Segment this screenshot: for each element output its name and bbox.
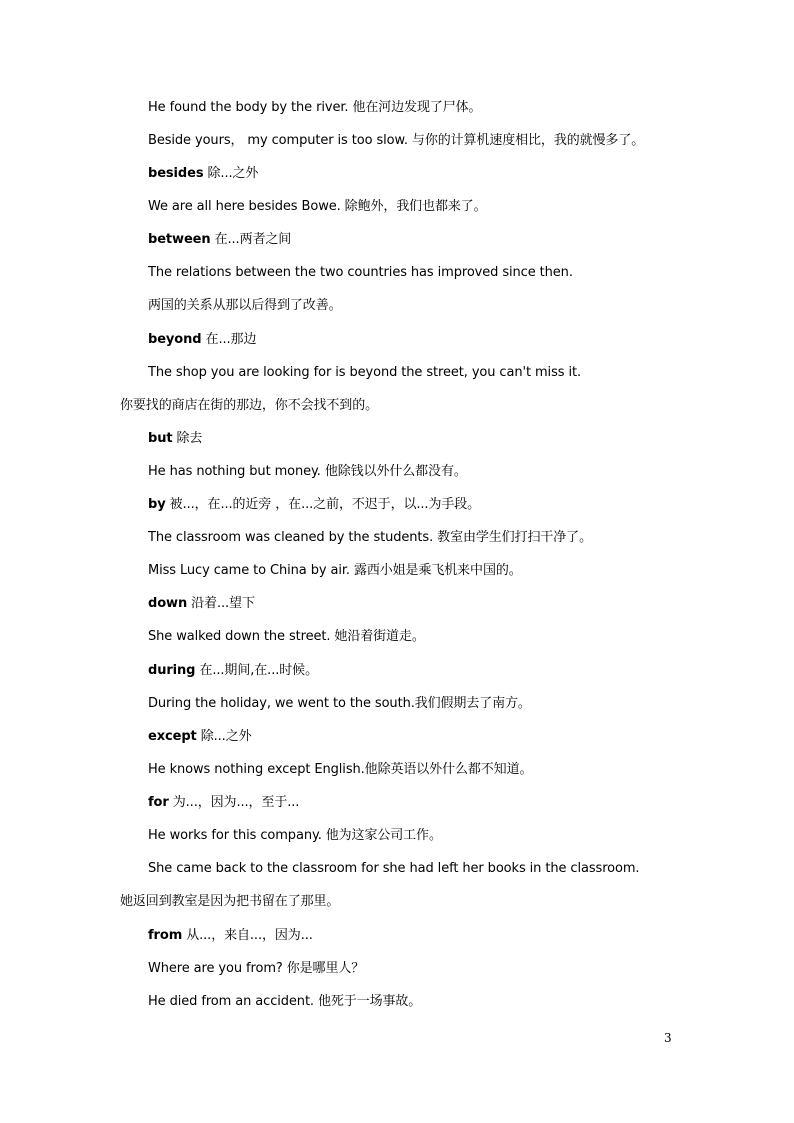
- example-translation: 两国的关系从那以后得到了改善。: [148, 298, 342, 313]
- example-sentence: He knows nothing except English.他除英语以外什么都不知道。: [148, 762, 533, 777]
- entry-line: [148, 232, 291, 248]
- entry-meaning: 被...，在...的近旁 ，在...之前，不迟于，以...为手段。: [169, 497, 481, 512]
- entry-line: [148, 332, 256, 348]
- entry-word: but: [148, 431, 173, 446]
- example-sentence: He has nothing but money. 他除钱以外什么都没有。: [148, 464, 467, 479]
- entry-word: beyond: [148, 332, 202, 347]
- entry-word: from: [148, 928, 183, 943]
- entry-word: except: [148, 729, 197, 744]
- entry-line: [148, 431, 202, 447]
- entry-meaning: 除去: [176, 431, 203, 446]
- example-sentence: She walked down the street. 她沿着街道走。: [148, 629, 425, 644]
- entry-meaning: 为...，因为...，至于...: [172, 795, 300, 810]
- example-sentence: During the holiday, we went to the south.我们假期去了南方。: [148, 696, 531, 711]
- entry-word: down: [148, 596, 188, 611]
- example-sentence: He died from an accident. 他死于一场事故。: [148, 994, 422, 1009]
- entry-word: during: [148, 663, 196, 678]
- entry-word: between: [148, 232, 211, 247]
- example-sentence: He found the body by the river. 他在河边发现了尸体。: [148, 100, 482, 115]
- entry-meaning: 从...，来自...，因为...: [186, 928, 313, 943]
- entry-line: [148, 596, 255, 612]
- entry-meaning: 沿着...望下: [191, 596, 255, 611]
- example-sentence: She came back to the classroom for she had left her books in the classroom.: [148, 861, 640, 876]
- entry-meaning: 在...两者之间: [214, 232, 292, 247]
- example-sentence: Miss Lucy came to China by air. 露西小姐是乘飞机来中国的。: [148, 563, 522, 578]
- entry-line: [148, 663, 318, 679]
- example-sentence: He works for this company. 他为这家公司工作。: [148, 828, 442, 843]
- entry-meaning: 在...那边: [205, 332, 257, 347]
- entry-meaning: 除...之外: [200, 729, 252, 744]
- example-sentence: The relations between the two countries has improved since then.: [148, 265, 573, 280]
- example-sentence: The shop you are looking for is beyond the street, you can't miss it.: [148, 365, 581, 380]
- entry-line: [148, 729, 252, 745]
- entry-word: by: [148, 497, 166, 512]
- page-number: 3: [664, 1031, 672, 1045]
- entry-word: for: [148, 795, 169, 810]
- entry-line: [148, 166, 258, 182]
- entry-meaning: 在...期间,在...时候。: [199, 663, 318, 678]
- example-translation: 她返回到教室是因为把书留在了那里。: [120, 894, 340, 909]
- example-sentence: We are all here besides Bowe. 除鲍外，我们也都来了。: [148, 199, 487, 214]
- example-sentence: Beside yours， my computer is too slow. 与你的计算机速度相比，我的就慢多了。: [148, 133, 645, 148]
- entry-line: [148, 928, 313, 944]
- example-sentence: The classroom was cleaned by the students. 教室由学生们打扫干净了。: [148, 530, 592, 545]
- entry-line: [148, 497, 480, 513]
- example-sentence: Where are you from? 你是哪里人？: [148, 961, 365, 976]
- entry-word: besides: [148, 166, 204, 181]
- entry-line: [148, 795, 299, 811]
- entry-meaning: 除...之外: [207, 166, 259, 181]
- example-translation: 你要找的商店在街的那边，你不会找不到的。: [120, 398, 379, 413]
